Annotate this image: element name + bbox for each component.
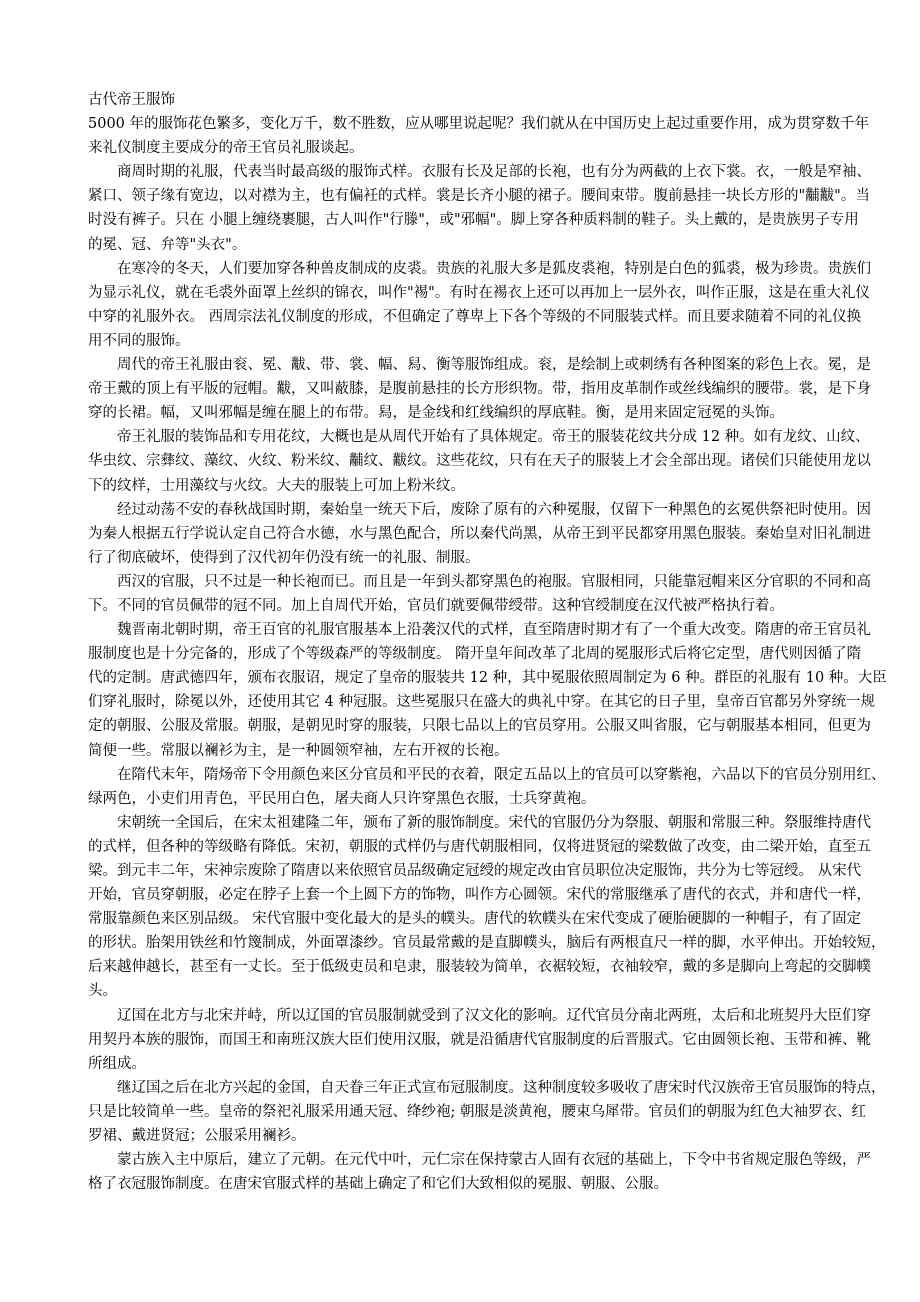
paragraph-line: 华虫纹、宗彝纹、藻纹、火纹、粉米纹、黼纹、黻纹。这些花纹，只有在天子的服装上才会全部出现。诸侯们只能使用龙以 — [88, 453, 871, 470]
paragraph-line: 用契丹本族的服饰，而国王和南班汉族大臣们使用汉服，就是沿循唐代官服制度的后晋服式。它由圆领长袍、玉带和裤、靴 — [88, 1031, 871, 1048]
paragraph — [88, 498, 871, 570]
paragraph-line: 商周时期的礼服，代表当时最高级的服饰式样。衣服有长及足部的长袍，也有分为两截的上衣下裳。衣，一般是窄袖、 — [117, 164, 871, 181]
paragraph-line: 下。不同的官员佩带的冠不同。加上自周代开始，官员们就要佩带绶带。这种官绶制度在汉代被严格执行着。 — [88, 597, 784, 614]
paragraph-line: 的冕、冠、弁等"头衣"。 — [88, 236, 247, 253]
paragraph — [88, 763, 886, 811]
paragraph-line: 紧口、领子缘有宽边，以对襟为主，也有偏衽的式样。裳是长齐小腿的裙子。腰间束带。腹前悬挂一块长方形的"黼黻"。当 — [88, 188, 870, 205]
document-body — [88, 88, 887, 1196]
paragraph-line: 为秦人根据五行学说认定自己符合水德，水与黑色配合，所以秦代尚黑，从帝王到平民都穿用黑色服装。秦始皇对旧礼制进 — [88, 525, 871, 542]
paragraph-line: 常服靠颜色来区别品级。 宋代官服中变化最大的是头的幞头。唐代的软幞头在宋代变成了硬胎硬脚的一种帽子，有了固定 — [88, 911, 862, 928]
paragraph-line: 的形状。胎架用铁丝和竹篾制成，外面罩漆纱。官员最常戴的是直脚幞头，脑后有两根直尺一样的脚，水平伸出。开始较短， — [88, 935, 886, 952]
paragraph-line: 周代的帝王礼服由衮、冕、黻、带、裳、幅、舄、衡等服饰组成。衮，是绘制上或刺绣有各种图案的彩色上衣。冕，是 — [117, 357, 871, 374]
paragraph-line: 继辽国之后在北方兴起的金国，自天眷三年正式宣布冠服制度。这种制度较多吸收了唐宋时代汉族帝王官员服饰的特点， — [117, 1079, 886, 1096]
paragraph-line: 们穿礼服时，除冕以外，还使用其它 4 种冠服。这些冕服只在盛大的典礼中穿。在其它的日子里，皇帝百官都另外穿统一规 — [88, 694, 875, 711]
paragraph-line: 简便一些。常服以襕衫为主，是一种圆领窄袖，左右开衩的长袍。 — [88, 742, 509, 759]
paragraph-line: 西汉的官服，只不过是一种长袍而已。而且是一年到头都穿黑色的袍服。官服相同，只能靠冠帽来区分官职的不同和高 — [117, 573, 871, 590]
paragraph — [88, 425, 871, 497]
paragraph-line: 下的纹样，士用藻纹与火纹。大夫的服装上可加上粉米纹。 — [88, 477, 465, 494]
paragraph-line: 罗裙、戴进贤冠；公服采用襕衫。 — [88, 1128, 306, 1145]
paragraph-line: 5000 年的服饰花色繁多，变化万千，数不胜数，应从哪里说起呢？我们就从在中国历史上起过重要作用，成为贯穿数千年 — [88, 116, 870, 133]
paragraph-line: 经过动荡不安的春秋战国时期，秦始皇一统天下后，废除了原有的六种冕服，仅留下一种黑色的玄冕供祭祀时使用。因 — [117, 501, 871, 518]
paragraph-line: 格了衣冠服饰制度。在唐宋官服式样的基础上确定了和它们大致相似的冕服、朝服、公服。 — [88, 1176, 668, 1193]
paragraph — [88, 160, 871, 256]
paragraph — [88, 112, 870, 160]
paragraph-line: 为显示礼仪，就在毛裘外面罩上丝织的锦衣，叫作"裼"。有时在裼衣上还可以再加上一层外衣，叫作正服，这是在重大礼仪 — [88, 284, 870, 301]
paragraph-list — [88, 112, 887, 1196]
paragraph-line: 蒙古族入主中原后，建立了元朝。在元代中叶，元仁宗在保持蒙古人固有衣冠的基础上，下令中书省规定服色等级，严 — [117, 1152, 871, 1169]
paragraph — [88, 811, 886, 1004]
paragraph-line: 绿两色，小吏们用青色，平民用白色，屠夫商人只许穿黑色衣服，士兵穿黄袍。 — [88, 790, 596, 807]
paragraph-line: 所组成。 — [88, 1055, 146, 1072]
paragraph-line: 代的定制。唐武德四年，颁布衣服诏，规定了皇帝的服装共 12 种，其中冕服依照周制定为 6 种。群臣的礼服有 10 种。大臣 — [88, 670, 887, 687]
paragraph-line: 中穿的礼服外衣。 西周宗法礼仪制度的形成，不但确定了尊卑上下各个等级的不同服装式样。而且要求随着不同的礼仪换 — [88, 308, 862, 325]
paragraph-line: 头。 — [88, 983, 117, 1000]
paragraph-line: 梁。到元丰二年，宋神宗废除了隋唐以来依照官员品级确定冠绶的规定改由官员职位决定服饰，共分为七等冠绶。 从宋代 — [88, 863, 862, 879]
paragraph — [88, 1076, 886, 1148]
paragraph — [88, 353, 871, 425]
paragraph-line: 帝王礼服的装饰品和专用花纹，大概也是从周代开始有了具体规定。帝王的服装花纹共分成 12 种。如有龙纹、山纹、 — [117, 429, 870, 446]
paragraph-line: 辽国在北方与北宋并峙，所以辽国的官员服制就受到了汉文化的影响。辽代官员分南北两班，太后和北班契丹大臣们穿 — [117, 1007, 871, 1024]
paragraph-line: 只是比较简单一些。皇帝的祭祀礼服采用通天冠、绛纱袍; 朝服是淡黄袍，腰束乌犀带。官员们的朝服为红色大袖罗衣、红 — [88, 1103, 866, 1120]
paragraph — [88, 618, 887, 763]
paragraph-line: 来礼仪制度主要成分的帝王官员礼服谈起。 — [88, 140, 364, 157]
paragraph-line: 穿的长裙。幅，又叫邪幅是缠在腿上的布带。舄，是金线和红线编织的厚底鞋。衡，是用来固定冠冕的头饰。 — [88, 405, 784, 422]
paragraph — [88, 570, 871, 618]
paragraph — [88, 1004, 871, 1076]
paragraph-line: 帝王戴的顶上有平版的冠帽。黻，又叫蔽膝，是腹前悬挂的长方形织物。带，指用皮革制作或丝线编织的腰带。裳，是下身 — [88, 381, 871, 398]
paragraph-line: 服制度也是十分完备的，形成了个等级森严的等级制度。 隋开皇年间改革了北周的冕服形式后将它定型，唐代则因循了隋 — [88, 646, 862, 663]
paragraph-line: 后来越伸越长，甚至有一丈长。至于低级吏员和皂隶，服装较为简单，衣裾较短，衣袖较窄，戴的多是脚向上弯起的交脚幞 — [88, 959, 871, 976]
paragraph-line: 的式样，但各种的等级略有降低。宋初，朝服的式样仍与唐代朝服相同，仅将进贤冠的梁数做了改变，由二梁开始，直至五 — [88, 838, 871, 855]
paragraph-line: 宋朝统一全国后，在宋太祖建隆二年，颁布了新的服饰制度。宋代的官服仍分为祭服、朝服和常服三种。祭服维持唐代 — [117, 814, 871, 831]
paragraph-line: 用不同的服饰。 — [88, 332, 190, 349]
paragraph-line: 魏晋南北朝时期，帝王百官的礼服官服基本上沿袭汉代的式样，直至隋唐时期才有了一个重大改变。隋唐的帝王官员礼 — [117, 622, 871, 639]
paragraph-line: 行了彻底破坏，使得到了汉代初年仍没有统一的礼服、制服。 — [88, 549, 480, 566]
document-title: 古代帝王服饰 — [88, 92, 175, 108]
paragraph-line: 开始，官员穿朝服，必定在脖子上套一个上圆下方的饰物，叫作方心圆领。宋代的常服继承了唐代的衣式，并和唐代一样， — [88, 887, 871, 904]
paragraph-line: 在寒冷的冬天，人们要加穿各种兽皮制成的皮裘。贵族的礼服大多是狐皮裘袍，特别是白色的狐裘，极为珍贵。贵族们 — [117, 260, 871, 277]
paragraph — [88, 257, 871, 353]
paragraph-line: 时没有裤子。只在 小腿上缠绕裹腿，古人叫作"行滕"，或"邪幅"。脚上穿各种质料制的鞋子。头上戴的，是贵族男子专用 — [88, 212, 859, 229]
paragraph — [88, 1148, 871, 1196]
paragraph-line: 定的朝服、公服及常服。朝服，是朝见时穿的服装，只限七品以上的官员穿用。公服又叫省服，它与朝服基本相同，但更为 — [88, 718, 871, 735]
paragraph-line: 在隋代末年，隋炀帝下令用颜色来区分官员和平民的衣着，限定五品以上的官员可以穿紫袍，六品以下的官员分别用红、 — [117, 766, 886, 783]
